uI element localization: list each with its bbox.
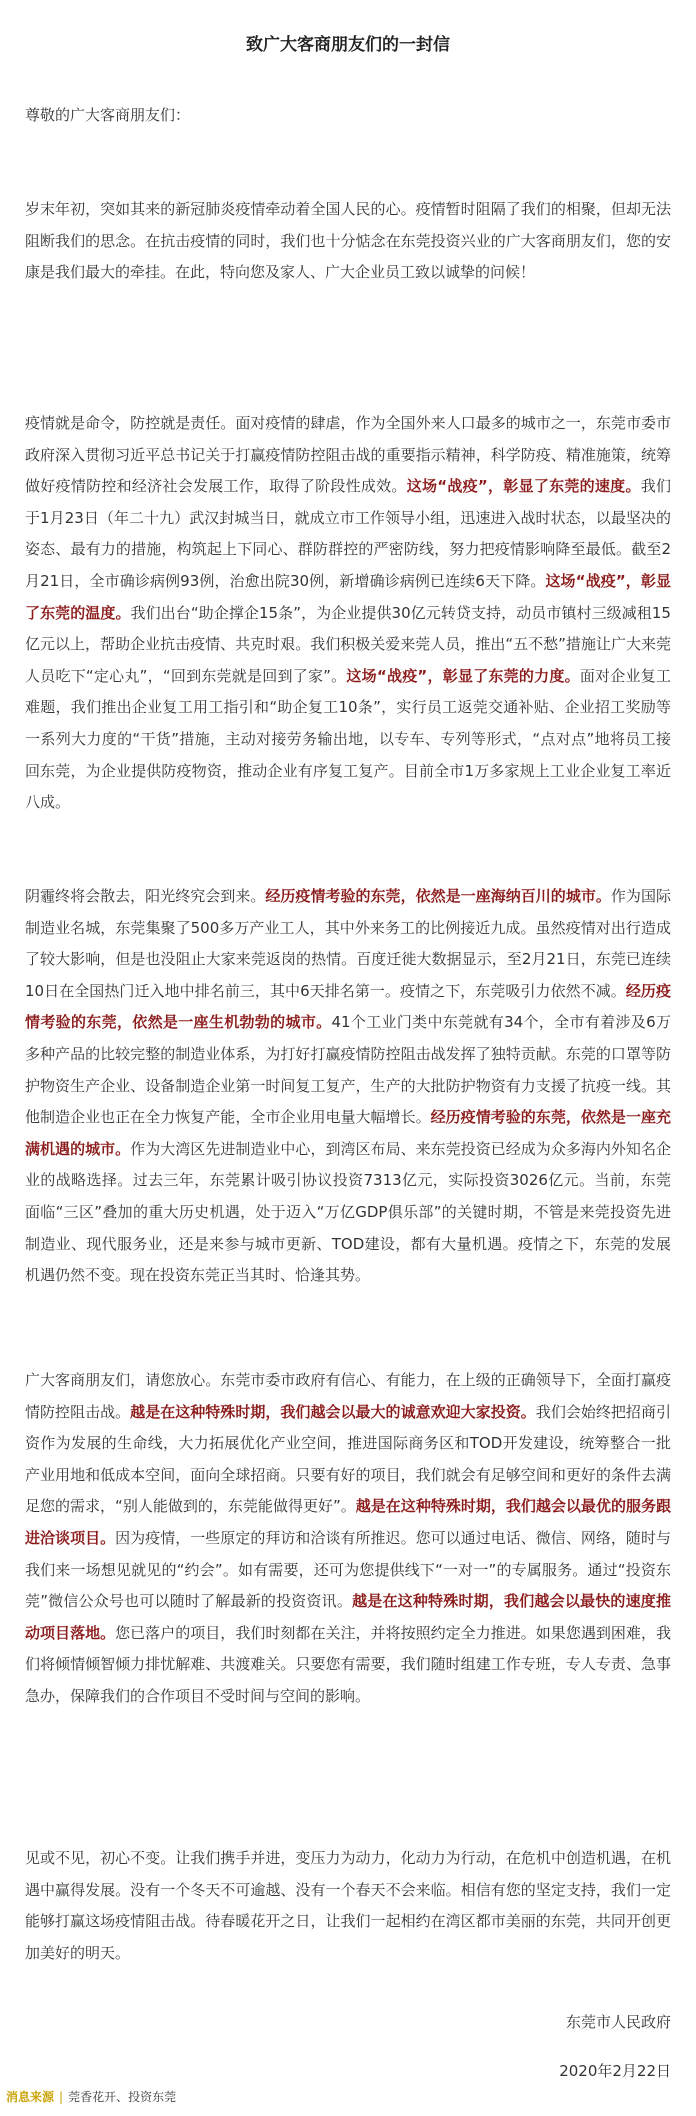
highlight-text: 这场“战疫”，彰显了东莞的力度。 [346, 666, 580, 685]
paragraph-greeting [25, 194, 671, 289]
paragraph-investment-commitment [25, 1365, 671, 1713]
body-text: 岁末年初，突如其来的新冠肺炎疫情牵动着全国人民的心。疫情暂时阻隔了我们的相聚，但却无法阻断我们的思念。在抗击疫情的同时，我们也十分惦念在东莞投资兴业的广大客商朋友们，您的安康是我们最大的牵挂。在此，特向您及家人、广大企业员工致以诚挚的问候！ [25, 200, 671, 282]
letter-title: 致广大客商朋友们的一封信 [246, 35, 450, 55]
paragraph-closing [25, 1843, 671, 1969]
body-text: 因为疫情，一些原定的拜访和洽谈有所推迟。您可以通过电话、微信、网络，随时与我们来一场想见就见的“约会”。如有需要，还可为您提供线下“一对一”的专属服务。通过“投资东莞”微信公众号也可以随时了解最新的投资资讯。 [25, 1528, 671, 1611]
source-text: 莞香花开、投资东莞 [68, 2090, 177, 2104]
body-text: 阴霾终将会散去，阳光终究会到来。 [25, 887, 266, 905]
source-footer [6, 2089, 176, 2105]
body-text: 面对企业复工难题，我们推出企业复工用工指引和“助企复工10条”，实行员工返莞交通补贴、企业招工奖励等一系列大力度的“干货”措施，主动对接劳务输出地，以专车、专列等形式，“点对点”地将员工接回东莞，为企业提供防疫物资，推动企业有序复工复产。目前全市1万多家规上工业企业复工率近八成。 [25, 666, 671, 812]
highlight-text: 这场“战疫”，彰显了东莞的温度。 [25, 571, 672, 622]
source-separator: | [59, 2090, 64, 2104]
body-text: 我们会始终把招商引资作为发展的生命线，大力拓展优化产业空间，推进国际商务区和TOD开发建设，统筹整合一批产业用地和低成本空间，面向全球招商。只要有好的项目，我们就会有足够空间和更好的条件去满足您的需求，“别人能做到的，东莞能做得更好”。 [25, 1402, 671, 1516]
body-text: 您已落户的项目，我们时刻都在关注，并将按照约定全力推进。如果您遇到困难，我们将倾情倾智倾力排忧解难、共渡难关。只要您有需要，我们随时组建工作专班，专人专责、急事急办，保障我们的合作项目不受时间与空间的影响。 [25, 1623, 671, 1705]
signature-date: 2020年2月22日 [559, 2062, 671, 2080]
highlight-text: 越是在这种特殊时期，我们越会以最快的速度推动项目落地。 [25, 1592, 671, 1642]
paragraph-city-prospects [25, 881, 671, 1292]
highlight-text: 越是在这种特殊时期，我们越会以最大的诚意欢迎大家投资。 [130, 1402, 536, 1421]
body-text: 疫情就是命令，防控就是责任。面对疫情的肆虐，作为全国外来人口最多的城市之一，东莞市委市政府深入贯彻习近平总书记关于打赢疫情防控阻击战的重要指示精神，科学防疫、精准施策，统筹做好疫情防控和经济社会发展工作，取得了阶段性成效。 [25, 414, 671, 496]
body-text: 作为国际制造业名城，东莞集聚了500多万产业工人，其中外来务工的比例接近九成。虽然疫情对出行造成了较大影响，但是也没阻止大家来莞返岗的热情。百度迁徙大数据显示，至2月21日，东莞已连续10日在全国热门迁入地中排名前三，其中6天排名第一。疫情之下，东莞吸引力依然不减。 [25, 887, 671, 1000]
highlight-text: 经历疫情考验的东莞，依然是一座充满机遇的城市。 [25, 1108, 671, 1158]
source-label: 消息来源 [6, 2090, 55, 2104]
highlight-text: 经历疫情考验的东莞，依然是一座生机勃勃的城市。 [25, 981, 671, 1032]
body-text: 41个工业门类中东莞就有34个，全市有着涉及6万多种产品的比较完整的制造业体系，为打好打赢疫情防控阻击战发挥了独特贡献。东莞的口罩等防护物资生产企业、设备制造企业第一时间复工复产，生产的大批防护物资有力支援了抗疫一线。其他制造企业也正在全力恢复产能，全市企业用电量大幅增长。 [25, 1013, 671, 1127]
body-text: 广大客商朋友们，请您放心。东莞市委市政府有信心、有能力，在上级的正确领导下，全面打赢疫情防控阻击战。 [25, 1371, 671, 1421]
highlight-text: 经历疫情考验的东莞，依然是一座海纳百川的城市。 [265, 887, 611, 905]
paragraph-epidemic-response [25, 408, 671, 819]
body-text: 作为大湾区先进制造业中心，到湾区布局、来东莞投资已经成为众多海内外知名企业的战略选择。过去三年，东莞累计吸引协议投资7313亿元，实际投资3026亿元。当前，东莞面临“三区”叠加的重大历史机遇，处于迈入“万亿GDP俱乐部”的关键时期，不管是来莞投资先进制造业、现代服务业，还是来参与城市更新、TOD建设，都有大量机遇。疫情之下，东莞的发展机遇仍然不变。现在投资东莞正当其时、恰逢其势。 [25, 1139, 671, 1285]
body-text: 见或不见，初心不变。让我们携手并进，变压力为动力，化动力为行动，在危机中创造机遇，在机遇中赢得发展。没有一个冬天不可逾越、没有一个春天不会来临。相信有您的坚定支持，我们一定能够打赢这场疫情阻击战。待春暖花开之日，让我们一起相约在湾区都市美丽的东莞，共同开创更加美好的明天。 [25, 1849, 671, 1962]
highlight-text: 越是在这种特殊时期，我们越会以最优的服务跟进洽谈项目。 [25, 1497, 671, 1547]
body-text: 我们于1月23日（年二十九）武汉封城当日，就成立市工作领导小组，迅速进入战时状态，以最坚决的姿态、最有力的措施，构筑起上下同心、群防群控的严密防线，努力把疫情影响降至最低。截至2月21日，全市确诊病例93例，治愈出院30例，新增确诊病例已连续6天下降。 [25, 477, 671, 590]
salutation: 尊敬的广大客商朋友们： [25, 106, 191, 124]
body-text: 我们出台“助企撑企15条”，为企业提供30亿元转贷支持，动员市镇村三级减租15亿元以上，帮助企业抗击疫情、共克时艰。我们积极关爱来莞人员，推出“五不愁”措施让广大来莞人员吃下“定心丸”，“回到东莞就是回到了家”。 [25, 603, 671, 685]
signature-organization: 东莞市人民政府 [565, 2013, 671, 2031]
highlight-text: 这场“战疫”，彰显了东莞的速度。 [406, 477, 641, 496]
